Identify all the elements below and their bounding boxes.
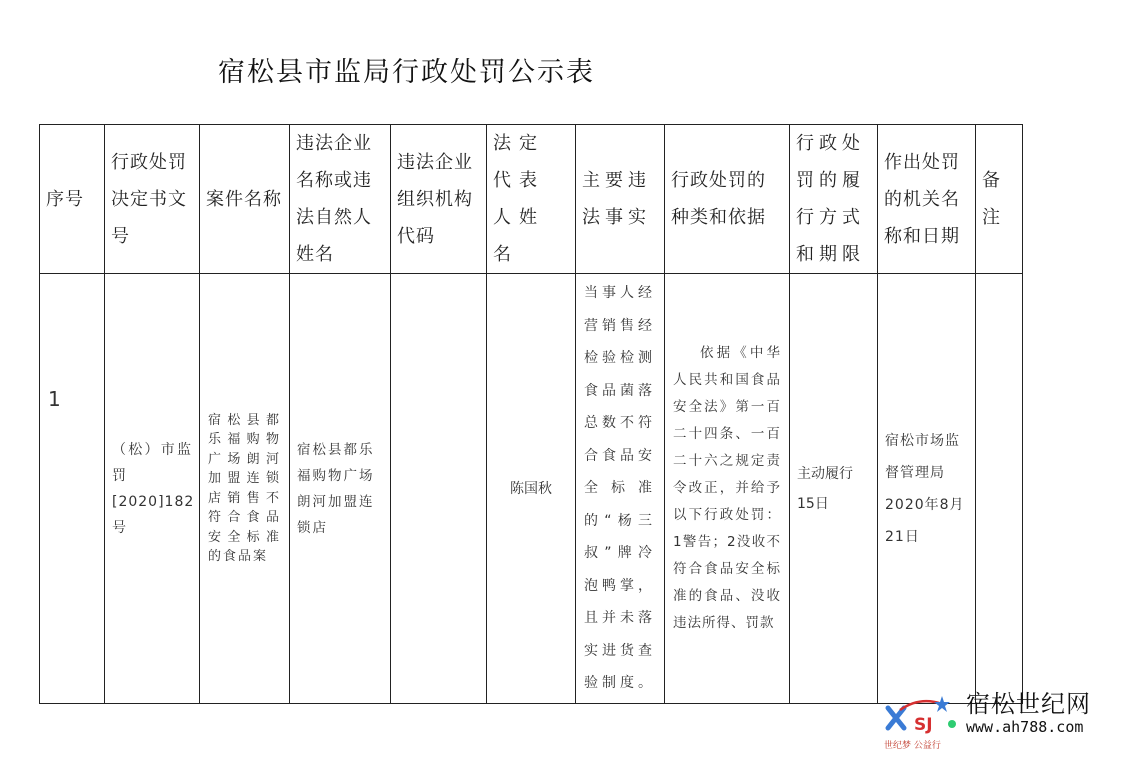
table-header-row xyxy=(40,125,1023,274)
site-logo-icon xyxy=(880,694,960,744)
cell-authority: 宿松市场监督管理局2020年8月21日 xyxy=(878,274,976,704)
cell-remarks xyxy=(976,274,1023,704)
cell-decision-no: （松）市监罚[2020]182号 xyxy=(105,274,200,704)
cell-performance: 主动履行15日 xyxy=(790,274,878,704)
header-main-facts: 主要违法事实 xyxy=(576,125,665,274)
page-title: 宿松县市监局行政处罚公示表 xyxy=(218,57,595,88)
watermark xyxy=(880,682,1120,752)
header-remarks: 备注 xyxy=(976,125,1023,274)
header-party-name: 违法企业名称或违法自然人姓名 xyxy=(290,125,391,274)
header-org-code: 违法企业组织机构代码 xyxy=(391,125,487,274)
cell-party-name: 宿松县都乐福购物广场朗河加盟连锁店 xyxy=(290,274,391,704)
header-legal-rep: 法定代表人姓名 xyxy=(487,125,576,274)
cell-case-name: 宿松县都乐福购物广场朗河加盟连锁店销售不符合食品安全标准的食品案 xyxy=(200,274,290,704)
table-row xyxy=(40,274,1023,704)
header-penalty-type: 行政处罚的种类和依据 xyxy=(665,125,790,274)
cell-org-code xyxy=(391,274,487,704)
header-performance: 行政处罚的履行方式和期限 xyxy=(790,125,878,274)
cell-legal-rep: 陈国秋 xyxy=(487,274,576,704)
logo-letters: SJ xyxy=(914,715,933,735)
cell-seq: 1 xyxy=(40,274,105,704)
penalty-table xyxy=(39,124,1023,704)
cell-main-facts: 当事人经营销售经检验检测食品菌落总数不符合食品安全标准的“杨三叔”牌冷泡鸭掌，且并未落实进货查验制度。 xyxy=(576,274,665,704)
header-seq: 序号 xyxy=(40,125,105,274)
site-tagline: 世纪梦 公益行 xyxy=(884,741,941,751)
header-case-name: 案件名称 xyxy=(200,125,290,274)
cell-penalty-type: 依据《中华人民共和国食品安全法》第一百二十四条、一百二十六之规定责令改正，并给予以下行政处罚：1警告；2没收不符合食品安全标准的食品、没收违法所得、罚款 xyxy=(665,274,790,704)
site-name: 宿松世纪网 xyxy=(966,690,1091,718)
site-url: www.ah788.com xyxy=(966,718,1084,736)
header-decision-no: 行政处罚决定书文号 xyxy=(105,125,200,274)
header-authority: 作出处罚的机关名称和日期 xyxy=(878,125,976,274)
